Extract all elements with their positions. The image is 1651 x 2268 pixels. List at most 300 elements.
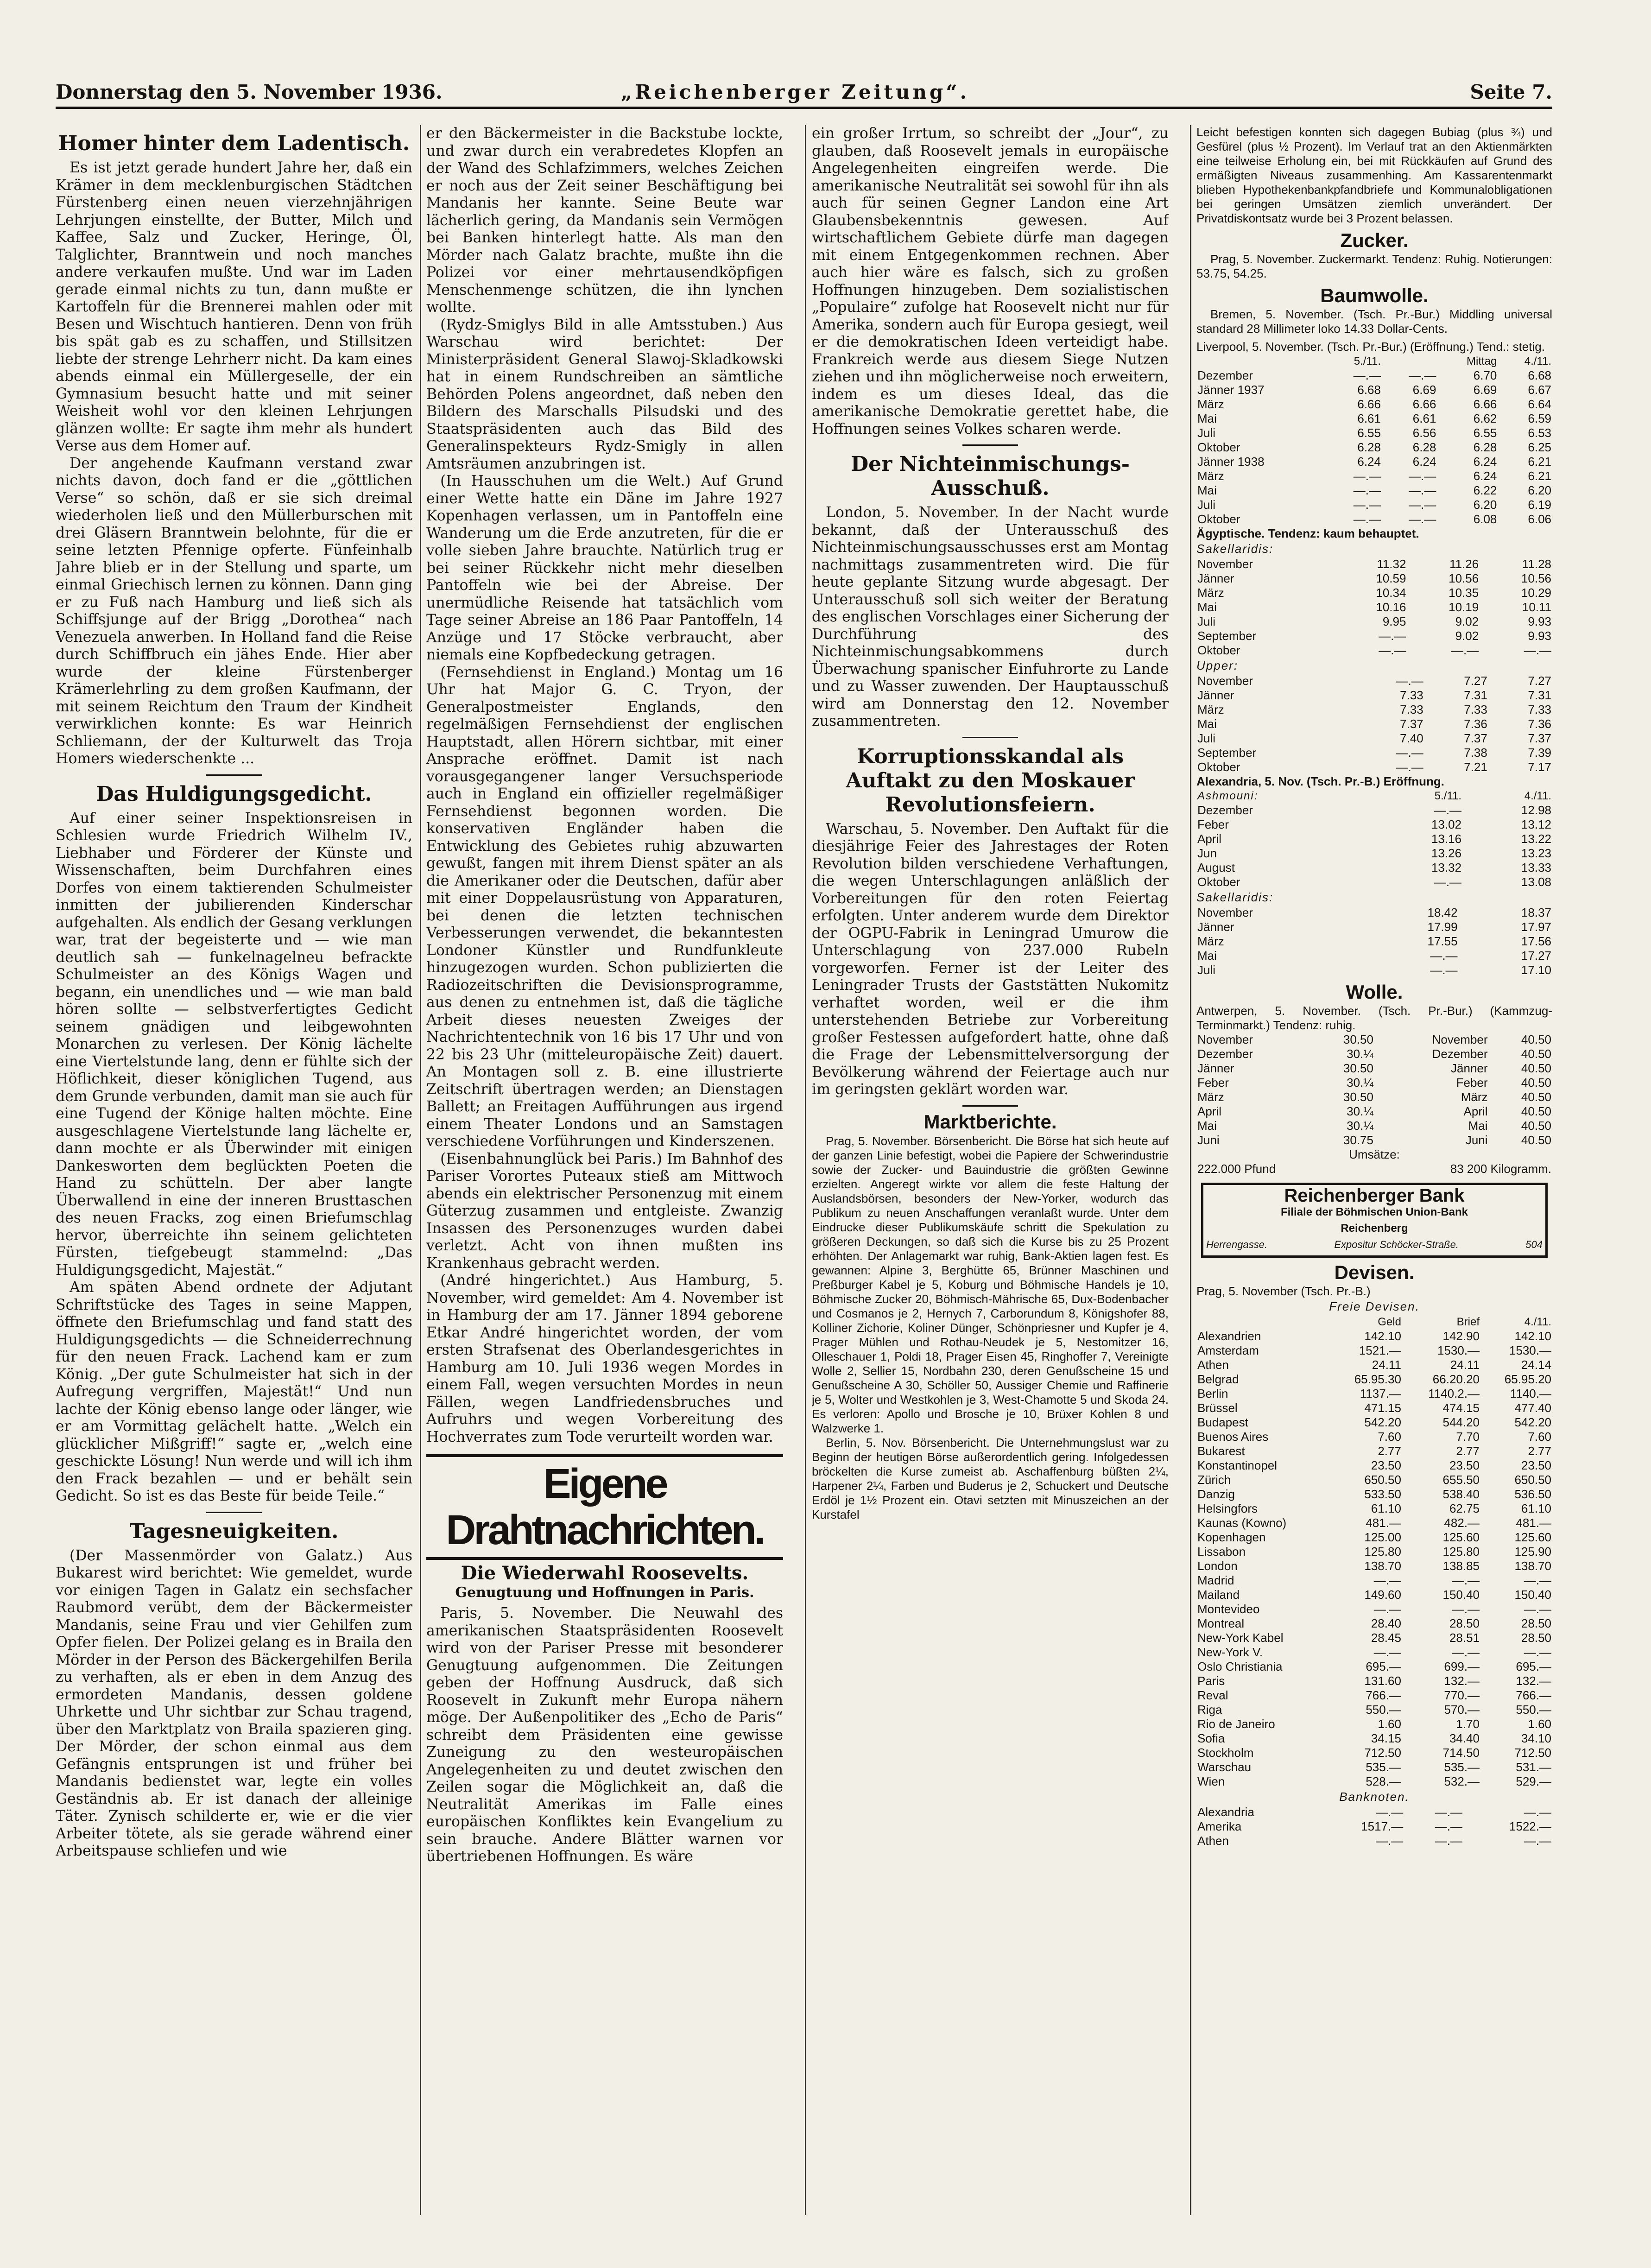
table-cell: 142.10 [1514, 1329, 1551, 1343]
table-cell: Mai [1468, 1119, 1488, 1133]
table-cell: Bukarest [1197, 1444, 1245, 1458]
table-cell: —.— [1396, 760, 1423, 774]
banknoten-header: Banknoten. [1339, 1790, 1410, 1804]
table-row [1196, 1501, 1552, 1516]
table-cell: 481.— [1366, 1516, 1401, 1530]
table-cell: 28.50 [1449, 1616, 1480, 1630]
table-cell: Amerika [1197, 1819, 1242, 1833]
table-cell: 6.28 [1357, 440, 1381, 454]
table-cell: 13.22 [1521, 832, 1551, 846]
table-row [1196, 861, 1552, 875]
table-cell: Riga [1197, 1703, 1222, 1717]
table-cell: Kopenhagen [1197, 1530, 1266, 1544]
heading-baumwolle: Baumwolle. [1320, 285, 1429, 306]
table-row [1196, 1358, 1552, 1372]
table-cell: Lissabon [1197, 1545, 1246, 1558]
paragraph: Am späten Abend ordnete der Adjutant Schriftstücke des Tages in seine Mappen, öffnete den Briefumschlag und fand statt des Huldigungsgedichts — die Schneiderrechnung für den neuen Frack. Lachend kam er zum König. „Der gute Schulmeister hat sich in der Aufregung vergriffen, Majestät!“ Und nun lachte der König ebenso lange oder länger, wie er am Vormittag gelächelt hatte. „Welch ein glücklicher Mißgriff!“ sagte er, „welch eine geschickte Lösung! Nun werde und will ich ihm den Frack bezahlen — und er behält sein Gedicht. So ist es das Beste für beide Teile.“ [56, 1279, 412, 1504]
separator [962, 1105, 1018, 1107]
table-cell: 766.— [1366, 1688, 1401, 1702]
table-cell: Feber [1197, 817, 1229, 831]
table-cell: 40.50 [1521, 1076, 1551, 1090]
table-cell: 138.70 [1514, 1559, 1551, 1573]
table-row [1196, 803, 1552, 817]
table-cell: 532.— [1444, 1774, 1480, 1788]
table-cell: 10.56 [1449, 571, 1479, 585]
table-cell: 482.— [1444, 1516, 1480, 1530]
paragraph: (In Hausschuhen um die Welt.) Auf Grund einer Wette hatte ein Däne im Jahre 1927 Kopenhagen verlassen, um in Pantoffeln eine Wanderung um die Erde anzutreten, für die er volle sieben Jahre brauchte. Natürlich trug er bei seiner Rückkehr nicht mehr dieselben Pantoffeln wie bei der Abreise. Der unermüdliche Reisende hat tatsächlich vom Tage seiner Abreise an 186 Paar Pantoffeln, 14 Anzüge und 17 Stöcke verbraucht, aber niemals eine Kopfbedeckung getragen. [426, 473, 783, 663]
table-row [1196, 1329, 1552, 1343]
table-row [1196, 469, 1552, 483]
table-cell: —.— [1435, 1834, 1462, 1848]
table-cell: 142.10 [1364, 1329, 1401, 1343]
table-row [1196, 1703, 1552, 1717]
table-cell: 1521.— [1359, 1343, 1401, 1357]
table-row [1196, 817, 1552, 832]
heading-marktberichte: Marktberichte. [924, 1110, 1057, 1133]
table-cell: 1.60 [1378, 1717, 1401, 1731]
table-cell: Jänner [1197, 571, 1234, 585]
table-row [1196, 1444, 1552, 1458]
sakellaridis-table [1196, 557, 1552, 658]
column-1 [56, 125, 412, 2215]
table-cell: Buenos Aires [1197, 1430, 1269, 1444]
umsaetze-label: Umsätze: [1349, 1147, 1400, 1161]
table-cell: Warschau [1197, 1760, 1252, 1774]
table-cell: 2.77 [1528, 1444, 1551, 1458]
table-cell: 6.64 [1528, 397, 1551, 411]
table-cell: 7.37 [1400, 717, 1423, 731]
table-cell: —.— [1409, 368, 1436, 382]
paragraph: Leicht befestigen konnten sich dagegen Bubiag (plus ¾) und Gesfürel (plus ½ Prozent). Im Verlauf trat an den Aktienmärkten eine teilweise Erholung ein, bei mit Rückkäufen auf Grund des ermäßigten Niveaus zusammenhing. Am Kassarentenmarkt blieben Hypothekenbankpfandbriefe und Kommunalobligationen bei geringen Umsätzen ziemlich unverändert. Der Privatdiskontsatz wurde bei 3 Prozent belassen. [1196, 125, 1552, 225]
table-cell: 531.— [1516, 1760, 1551, 1774]
table-row [1196, 717, 1552, 731]
table-cell: 2.77 [1378, 1444, 1401, 1458]
table-row [1196, 1473, 1552, 1487]
antwerpen-header: Antwerpen, 5. November. (Tsch. Pr.-Bur.) (Kammzug-Terminmarkt.) Tendenz: ruhig. [1196, 1004, 1552, 1032]
table-cell: 766.— [1516, 1688, 1551, 1702]
alexandria-header: Alexandria, 5. Nov. (Tsch. Pr.-B.) Eröffnung. [1196, 774, 1444, 788]
paragraph: Der angehende Kaufmann verstand zwar nichts davon, doch fand er die „göttlichen Verse“ so schön, daß er sie sich dreimal wiederholen ließ und den Müllerburschen mit drei Gläsern Branntwein belohnte, für die er seine letzten Pfennige opferte. Fünfeinhalb Jahre blieb er in der Stellung und sparte, um einmal Griechisch lernen zu können. Dann ging er zu Fuß nach Hamburg und ließ sich als Schiffsjunge auf der Brigg „Dorothea“ nach Venezuela anwerben. In Holland fand die Reise durch Schiffbruch ein jähes Ende. Hier aber wurde der kleine Fürstenberger Krämerlehrling zu dem großen Kaufmann, der mit seinem Reichtum den Traum der Kindheit verwirklichen konnte: Es war Heinrich Schliemann, der der Kulturwelt das Troja Homers wiederschenkte ... [56, 455, 412, 767]
table-cell: Feber [1197, 1076, 1229, 1090]
table-cell: 17.99 [1427, 920, 1458, 934]
sakellaridis2-table [1196, 906, 1552, 977]
table-cell: Dezember [1432, 1047, 1488, 1061]
table-cell: 28.50 [1521, 1631, 1551, 1645]
table-cell: 481.— [1516, 1516, 1551, 1530]
table-cell: 714.50 [1442, 1746, 1480, 1760]
table-row [1196, 1076, 1552, 1090]
table-cell: 6.53 [1528, 426, 1551, 440]
paragraph: (Fernsehdienst in England.) Montag um 16 Uhr hat Major G. C. Tryon, der Generalpostmeister Englands, den regelmäßigen Fernsehdienst der englischen Hauptstadt, allen Hörern sichtbar, mit einer Ansprache eröffnet. Damit ist nach vorausgegangener langer Versuchsperiode auch in England ein offizieller regelmäßiger Fernsehdienst begonnen worden. Die konservativen Engländer haben die Entwicklung des Gebietes ruhig abzuwarten gewußt, fangen mit ihrem Dienst später an als die Amerikaner oder die Deutschen, dafür aber mit einer Doppelausrüstung von Apparaturen, bei denen die letzten technischen Verbesserungen verwendet, die bekanntesten Londoner Künstler und Rundfunkleute hinzugezogen wurden. Schon publizierten die Radiozeitschriften die Devisionsprogramme, aus denen zu entnehmen ist, daß die tägliche Arbeit dieses neuesten Zweiges der Nachrichtentechnik von 16 bis 17 Uhr und von 22 bis 23 Uhr (mitteleuropäische Zeit) dauert. An Montagen soll z. B. eine illustrierte Zeitschrift übertragen werden; an Dienstagen Ballett; an Freitagen Aufführungen aus irgend einem Theater Londons und an Samstagen verschiedene Vorführungen und Kinderszenen. [426, 664, 783, 1150]
table-row [1196, 1343, 1552, 1358]
table-row [1196, 397, 1552, 412]
table-cell: Dezember [1197, 1047, 1253, 1061]
table-cell: —.— [1376, 1805, 1404, 1819]
table-cell: —.— [1435, 1819, 1462, 1833]
table-cell: 6.69 [1412, 383, 1436, 397]
table-cell: 7.33 [1464, 703, 1487, 716]
table-row [1196, 1616, 1552, 1631]
table-cell: 6.70 [1473, 368, 1497, 382]
table-row [1196, 615, 1552, 629]
table-cell: —.— [1524, 1805, 1551, 1819]
devisen-table [1196, 1315, 1552, 1789]
table-cell: 6.59 [1528, 412, 1551, 425]
table-cell: Berlin [1197, 1387, 1228, 1400]
heading-devisen: Devisen. [1334, 1261, 1415, 1283]
table-cell: März [1197, 469, 1224, 483]
paragraph: (Eisenbahnunglück bei Paris.) Im Bahnhof des Pariser Vorortes Puteaux stieß am Mittwoch abends ein elektrischer Personenzug mit einem Güterzug zusammen und entgleiste. Zwanzig Insassen des Personenzuges wurden dabei verletzt. Acht von ihnen mußten ins Krankenhaus gebracht werden. [426, 1150, 783, 1272]
table-cell: 138.70 [1364, 1559, 1401, 1573]
column-rule [420, 125, 421, 2215]
table-cell: Mai [1197, 600, 1217, 614]
table-cell: 535.— [1444, 1760, 1480, 1774]
table-cell: 7.21 [1464, 760, 1487, 774]
table-cell: —.— [1524, 1834, 1551, 1848]
bank-city: Reichenberg [1341, 1222, 1408, 1235]
table-cell: 131.60 [1364, 1674, 1401, 1688]
table-cell: Wien [1197, 1774, 1225, 1788]
table-cell: 13.33 [1521, 861, 1551, 874]
paragraph: (André hingerichtet.) Aus Hamburg, 5. November, wird gemeldet: Am 4. November ist in Hamburg der am 17. Jänner 1894 geborene Etkar André hingerichtet worden, der vom ersten Strafsenat des Oberlandesgerichtes in Hamburg am 10. Juli 1936 wegen Mordes in einem Fall, wegen versuchten Mordes in neun Fällen, wegen Landfriedensbruches und Aufruhrs und wegen Vorbereitung des Hochverrates zum Tode verurteilt worden war. [426, 1272, 783, 1445]
table-cell: 11.32 [1377, 557, 1406, 571]
table-cell: 40.50 [1521, 1090, 1551, 1104]
table-cell: 30.¼ [1347, 1119, 1373, 1133]
table-cell: 17.56 [1521, 934, 1551, 948]
table-cell: 40.50 [1521, 1061, 1551, 1075]
table-cell: Oktober [1197, 643, 1240, 657]
table-cell: 1140.2.— [1428, 1387, 1480, 1400]
bank-subtitle: Filiale der Böhmischen Union-Bank [1280, 1206, 1468, 1218]
table-cell: —.— [1396, 674, 1423, 688]
table-cell: 550.— [1366, 1703, 1401, 1717]
table-cell: März [1197, 703, 1224, 716]
table-cell: 13.23 [1521, 846, 1551, 860]
table-row [1196, 586, 1552, 600]
table-cell: 61.10 [1521, 1501, 1551, 1515]
bank-advertisement [1201, 1183, 1548, 1258]
table-row [1196, 731, 1552, 746]
table-cell: —.— [1373, 1645, 1401, 1659]
table-cell: 17.10 [1521, 963, 1551, 977]
table-cell: 7.31 [1528, 688, 1551, 702]
table-cell: 7.39 [1528, 746, 1551, 760]
separator [206, 774, 262, 776]
table-cell: 40.50 [1521, 1133, 1551, 1147]
table-cell: 6.08 [1473, 512, 1497, 526]
bank-address-right: Expositur Schöcker-Straße. [1334, 1239, 1459, 1250]
table-cell: 6.25 [1528, 440, 1551, 454]
table-row [1196, 1516, 1552, 1530]
table-cell: Dezember [1197, 368, 1253, 382]
liverpool-header: Liverpool, 5. November. (Tsch. Pr.-Bur.) (Eröffnung.) Tend.: stetig. [1196, 340, 1545, 354]
paragraph: London, 5. November. In der Nacht wurde bekannt, daß der Unterausschuß des Nichteinmischungsausschusses erst am Montag nachmittags zusammentreten wird. Die für heute geplante Sitzung wurde abgesagt. Der Unterausschuß soll sich weiter der Beratung des englischen Vorschlages einer Sicherung der Durchführung des Nichteinmischungsabkommens durch Überwachung spanischer Einfuhrorte zu Lande und zu Wasser zuwenden. Der Hauptausschuß wird am Donnerstag den 12. November zusammentreten. [812, 504, 1169, 729]
table-cell: 11.28 [1522, 557, 1551, 571]
table-cell: Jänner [1197, 688, 1234, 702]
table-cell: Oktober [1197, 440, 1240, 454]
table-cell: Reval [1197, 1688, 1228, 1702]
table-row [1196, 426, 1552, 440]
table-cell: 2.77 [1456, 1444, 1480, 1458]
table-cell: 10.35 [1449, 586, 1479, 600]
table-row [1196, 1061, 1552, 1076]
table-cell: 6.55 [1357, 426, 1381, 440]
table-cell: Mai [1197, 1119, 1217, 1133]
table-cell: Mailand [1197, 1588, 1240, 1602]
table-cell: Kaunas (Kowno) [1197, 1516, 1287, 1530]
table-cell: Feber [1456, 1076, 1488, 1090]
table-cell: 544.20 [1442, 1415, 1480, 1429]
table-row [1196, 498, 1552, 512]
paragraph: Warschau, 5. November. Den Auftakt für die diesjährige Feier des Jahrestages der Roten Revolution bilden verschiedene Verhaftungen, die wegen Unterschlagungen anläßlich der Vorbereitungen für den roten Feiertag erfolgten. Unter anderem wurde dem Direktor der OGPU-Fabrik in Leningrad Umurow die Unterschlagung von 237.000 Rubeln vorgeworfen. Ferner ist der Leiter des Leningrader Trusts der Gaststätten Nukomitz verhaftet worden, weil er die ihm unterstehenden Betriebe zur Vorbereitung großer Festessen aufgefordert hatte, ohne daß die Frage der Lebensmittelversorgung der Bevölkerung während der Feiertage auch nur im geringsten geklärt worden war. [812, 820, 1169, 1098]
umsaetze-row: 222.000 Pfund 83 200 Kilogramm. [1197, 1162, 1551, 1176]
table-cell: —.— [1435, 1805, 1462, 1819]
table-row [1196, 688, 1552, 703]
heading-roosevelt: Die Wiederwahl Roosevelts. [461, 1562, 749, 1584]
table-row [1196, 1631, 1552, 1645]
table-cell: 23.50 [1521, 1458, 1551, 1472]
table-cell: 6.61 [1412, 412, 1436, 425]
table-cell: Jänner [1197, 1061, 1234, 1075]
table-cell: 550.— [1516, 1703, 1551, 1717]
table-cell: —.— [1430, 963, 1458, 977]
table-cell: Stockholm [1197, 1746, 1254, 1760]
table-row [1196, 703, 1552, 717]
devisen-free: Freie Devisen. [1329, 1299, 1420, 1313]
table-row [1196, 383, 1552, 397]
table-cell: Belgrad [1197, 1372, 1239, 1386]
table-row [1196, 1717, 1552, 1731]
upper-header: Upper: [1196, 659, 1239, 672]
table-cell: 542.20 [1364, 1415, 1401, 1429]
table-row [1196, 1660, 1552, 1674]
table-cell: —.— [1373, 1602, 1401, 1616]
table-cell: 9.02 [1455, 629, 1479, 643]
table-cell: Jänner [1197, 920, 1234, 934]
table-cell: Jänner 1938 [1197, 455, 1265, 469]
sakellaridis-header: Sakellaridis: [1196, 542, 1274, 556]
table-row [1196, 674, 1552, 688]
table-row [1196, 1545, 1552, 1559]
table-row [1196, 1133, 1552, 1147]
table-cell: Alexandria [1197, 1805, 1254, 1819]
table-cell: Jänner 1937 [1197, 383, 1265, 397]
table-cell: 34.15 [1371, 1731, 1401, 1745]
ashmouni-table [1196, 789, 1552, 889]
table-cell: 770.— [1444, 1688, 1480, 1702]
table-row [1196, 600, 1552, 615]
table-cell: 477.40 [1514, 1401, 1551, 1415]
table-cell: 30.50 [1343, 1090, 1373, 1104]
paragraph: Bremen, 5. November. (Tsch. Pr.-Bur.) Middling universal standard 28 Millimeter loko 14.33 Dollar-Cents. [1196, 307, 1552, 336]
masthead-page: Seite 7. [1470, 81, 1552, 103]
table-cell: 1.70 [1456, 1717, 1480, 1731]
table-row [1196, 483, 1552, 498]
heading-wolle: Wolle. [1346, 981, 1403, 1003]
table-cell: —.— [1524, 1602, 1551, 1616]
table-row [1196, 1372, 1552, 1387]
table-cell: 17.55 [1427, 934, 1458, 948]
table-cell: Oktober [1197, 760, 1240, 774]
table-cell: 125.80 [1442, 1545, 1480, 1558]
table-cell: November [1197, 906, 1253, 919]
table-cell: 10.19 [1449, 600, 1479, 614]
table-cell: 10.34 [1376, 586, 1406, 600]
table-cell: —.— [1353, 469, 1381, 483]
liverpool-table [1196, 354, 1552, 526]
table-cell: 142.90 [1442, 1329, 1480, 1343]
table-cell: —.— [1524, 1573, 1551, 1587]
table-cell: 695.— [1366, 1660, 1401, 1673]
table-row [1196, 1674, 1552, 1688]
table-row [1196, 1573, 1552, 1588]
table-cell: 13.16 [1431, 832, 1462, 846]
table-row [1196, 1588, 1552, 1602]
table-cell: 34.40 [1449, 1731, 1480, 1745]
table-cell: 6.62 [1473, 412, 1497, 425]
table-cell: Juli [1197, 963, 1216, 977]
table-cell: 17.97 [1521, 920, 1551, 934]
table-cell: 6.21 [1528, 469, 1551, 483]
bank-address-left: Herrengasse. [1206, 1239, 1268, 1250]
table-cell: 65.95.20 [1504, 1372, 1551, 1386]
table-cell: 30.50 [1343, 1061, 1373, 1075]
paragraph: Berlin, 5. Nov. Börsenbericht. Die Unternehmungslust war zu Beginn der heutigen Börse außerordentlich gering. Infolgedessen bröckelten die Kurse zumeist ab. Aschaffenburg büßten 2¼, Harpener 2¼, Farben und Buderus je 2, Schuckert und Deutsche Erdöl je 1½ Prozent ein. Otavi setzten mit Minuszeichen an der Kurstafel [812, 1436, 1169, 1521]
table-cell: 529.— [1516, 1774, 1551, 1788]
table-cell: März [1461, 1090, 1488, 1104]
table-cell: April [1197, 832, 1222, 846]
table-row [1196, 934, 1552, 949]
table-cell: 125.60 [1442, 1530, 1480, 1544]
table-cell: Juli [1197, 731, 1216, 745]
table-cell: 6.28 [1473, 440, 1497, 454]
paragraph: (Rydz-Smiglys Bild in alle Amtsstuben.) Aus Warschau wird berichtet: Der Ministerpräsident General Slawoj-Skladkowski hat in einem Rundschreiben an sämtliche Behörden Polens angeordnet, daß neben den Bildern des Marschalls Pilsudski und des Staatspräsidenten auch das Bild des Generalinspekteurs Rydz-Smigly in allen Amtsräumen anzubringen ist. [426, 316, 783, 472]
table-cell: —.— [1452, 1602, 1480, 1616]
table-cell: 6.66 [1412, 397, 1436, 411]
table-row [1196, 920, 1552, 934]
table-cell: 6.20 [1473, 498, 1497, 512]
table-row [1196, 1458, 1552, 1473]
table-cell: 7.31 [1464, 688, 1487, 702]
table-row [1196, 1731, 1552, 1746]
table-cell: 7.36 [1528, 717, 1551, 731]
table-cell: Oktober [1197, 875, 1240, 889]
table-cell: Juli [1197, 426, 1216, 440]
table-cell: 699.— [1444, 1660, 1480, 1673]
table-cell: Helsingfors [1197, 1501, 1258, 1515]
table-row [1196, 643, 1552, 658]
paragraph: (Der Massenmörder von Galatz.) Aus Bukarest wird berichtet: Wie gemeldet, wurde vor einigen Tagen in Galatz ein sechsfacher Raubmord verübt, dem der Bäckermeister Mandanis, seine Frau und vier Gehilfen zum Opfer fielen. Der Polizei gelang es in Braila den Mörder in der Person des Bäckergehilfen Berila zu verhaften, als er eben in dem Anzug des ermordeten Mandanis, dessen goldene Uhrkette und Uhr sichtbar zur Schau tragend, über den Marktplatz von Braila spazieren ging. Der Mörder, der schon einmal aus dem Gefängnis entsprungen ist und früher bei Mandanis bedienstet war, legte ein volles Geständnis ab. Er ist danach der alleinige Täter. Zynisch schilderte er, wie er die vier Arbeiter tötete, als sie gerade während einer Arbeitspause schliefen und wie [56, 1547, 412, 1859]
heading-korruption: Korruptionsskandal als Auftakt zu den Moskauer Revolutionsfeiern. [846, 744, 1135, 817]
table-cell: 7.38 [1464, 746, 1487, 760]
table-cell: 65.95.30 [1354, 1372, 1401, 1386]
table-cell: —.— [1409, 483, 1436, 497]
table-cell: Montevideo [1197, 1602, 1260, 1616]
table-cell: 40.50 [1521, 1047, 1551, 1061]
table-cell: 23.50 [1449, 1458, 1480, 1472]
table-cell: 9.02 [1455, 615, 1479, 628]
table-row [1196, 1760, 1552, 1774]
table-cell: Konstantinopel [1197, 1458, 1278, 1472]
table-cell: 6.20 [1528, 483, 1551, 497]
table-cell: —.— [1451, 643, 1479, 657]
table-row [1196, 1415, 1552, 1430]
table-cell: September [1197, 746, 1257, 760]
heading-huldigung: Das Huldigungsgedicht. [96, 782, 372, 806]
upper-table [1196, 674, 1552, 774]
table-row [1196, 1090, 1552, 1104]
table-cell: 7.27 [1464, 674, 1487, 688]
table-cell: 7.37 [1528, 731, 1551, 745]
masthead-date: Donnerstag den 5. November 1936. [56, 81, 443, 103]
table-row [1196, 1033, 1552, 1047]
table-cell: 6.61 [1357, 412, 1381, 425]
table-cell: 150.40 [1514, 1588, 1551, 1602]
table-cell: 7.33 [1400, 703, 1423, 716]
table-row [1196, 1819, 1552, 1834]
table-cell: Juli [1197, 498, 1216, 512]
table-cell: 10.59 [1376, 571, 1406, 585]
table-row [1196, 440, 1552, 455]
paragraph: Prag, 5. November. Zuckermarkt. Tendenz: Ruhig. Notierungen: 53.75, 54.25. [1196, 252, 1552, 280]
table-cell: 533.50 [1364, 1487, 1401, 1501]
table-cell: Budapest [1197, 1415, 1248, 1429]
heading-homer: Homer hinter dem Ladentisch. [58, 132, 410, 155]
table-cell: —.— [1353, 512, 1381, 526]
table-cell: März [1197, 934, 1224, 948]
table-cell: 650.50 [1514, 1473, 1551, 1487]
table-cell: 6.55 [1473, 426, 1497, 440]
table-cell: April [1463, 1104, 1488, 1118]
egypt-header: Ägyptische. Tendenz: kaum behauptet. [1196, 526, 1419, 540]
table-cell: —.— [1524, 1645, 1551, 1659]
table-cell: Mai [1197, 949, 1217, 963]
table-cell: 30.¼ [1347, 1047, 1373, 1061]
table-cell: November [1197, 674, 1253, 688]
table-row [1196, 1047, 1552, 1061]
table-cell: 34.10 [1521, 1731, 1551, 1745]
table-cell: London [1197, 1559, 1238, 1573]
table-cell: Mai [1197, 483, 1217, 497]
table-row [1196, 949, 1552, 963]
heading-nichteinmischung: Der Nichteinmischungs-Ausschuß. [851, 452, 1130, 500]
table-cell: 7.60 [1528, 1430, 1551, 1444]
table-row [1196, 1688, 1552, 1703]
table-cell: 23.50 [1371, 1458, 1401, 1472]
table-row [1196, 875, 1552, 889]
table-row [1196, 746, 1552, 760]
paragraph: Es ist jetzt gerade hundert Jahre her, daß ein Krämer in dem mecklenburgischen Städtchen Fürstenberg einen neuen vierzehnjährigen Lehrjungen einstellte, der Butter, Milch und Kaffee, Salz und Zucker, Heringe, Öl, Talglichter, Branntwein und noch manches andere verkaufen mußte. Und war im Laden gerade einmal nichts zu tun, dann mußte er Kartoffeln für die Brennerei mahlen oder mit Besen und Wischtuch hantieren. Denn von früh bis spät gab es zu schaffen, und Stillsitzen liebte der strenge Lehrherr nicht. Da kam eines abends einmal ein Müllergeselle, der ein Gymnasium besucht hatte und mit seiner Weisheit wohl vor den kleinen Lehrjungen glänzen wollte: Er sagte ihm mehr als hundert Verse aus dem Homer auf. [56, 159, 412, 454]
table-row [1196, 571, 1552, 586]
devisen-header: Prag, 5. November (Tsch. Pr.-B.) [1196, 1284, 1371, 1298]
table-cell: 1530.— [1509, 1343, 1551, 1357]
table-cell: —.— [1409, 469, 1436, 483]
column-rule [805, 125, 806, 2215]
table-cell: 132.— [1444, 1674, 1480, 1688]
table-cell: März [1197, 586, 1224, 600]
table-cell: 10.11 [1522, 600, 1551, 614]
table-cell: —.— [1452, 1573, 1480, 1587]
newspaper-page [56, 79, 1552, 2220]
bank-number: 504 [1525, 1239, 1543, 1250]
table-row [1196, 1834, 1552, 1848]
table-cell: —.— [1409, 498, 1436, 512]
separator [206, 1512, 262, 1513]
column-2 [426, 125, 783, 2215]
table-cell: 712.50 [1364, 1746, 1401, 1760]
table-cell: 18.42 [1427, 906, 1458, 919]
table-cell: Oslo Christiania [1197, 1660, 1283, 1673]
